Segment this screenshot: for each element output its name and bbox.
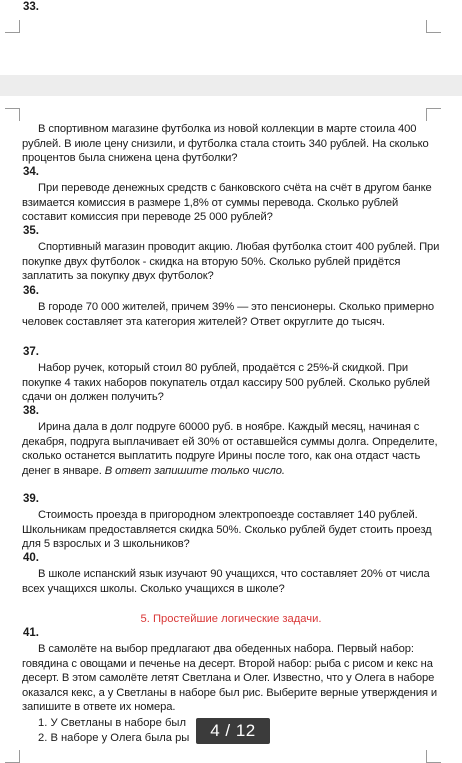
- question-34: [22, 181, 442, 225]
- question-text: В городе 70 000 жителей, причем 39% — это пенсионеры. Сколько примерно человек составляет эта категория жителей? Ответ округлите до тысяч.: [22, 301, 435, 328]
- question-36: [22, 300, 442, 329]
- crop-mark: [426, 108, 441, 121]
- question-text: Ирина дала в долг подруге 60000 руб. в ноябре. Каждый месяц, начиная с декабря, подруга выплачивает ей 30% от оставшейся суммы долга. Определите, сколько останется выплатить подруге Ирины после того, как она отдаст часть денег в январе.: [22, 421, 438, 477]
- question-38: [22, 420, 442, 478]
- question-40: [22, 567, 442, 596]
- question-number: 37.: [23, 346, 39, 358]
- question-33: [22, 122, 442, 166]
- question-text: В школе испанский язык изучают 90 учащихся, что составляет 20% от числа всех учащихся школы. Сколько учащихся в школе?: [22, 568, 430, 595]
- page-indicator[interactable]: 4 / 12: [196, 718, 270, 744]
- question-note: В ответ запишите только число.: [104, 464, 285, 477]
- question-number: 36.: [23, 285, 39, 297]
- question-number: 35.: [23, 225, 39, 237]
- question-number: 39.: [23, 493, 39, 505]
- crop-mark: [5, 20, 20, 33]
- section-title: 5. Простейшие логические задачи.: [140, 613, 322, 625]
- question-text: Спортивный магазин проводит акцию. Любая футболка стоит 400 рублей. При покупке двух футболок - скидка на вторую 50%. Сколько рублей придётся заплатить за покупку двух футболок?: [22, 241, 440, 283]
- crop-mark: [426, 750, 441, 763]
- previous-page: [0, 0, 462, 75]
- question-35: [22, 240, 442, 284]
- question-41: [22, 642, 442, 715]
- answer-option: 2. В наборе у Олега была ры: [38, 731, 190, 744]
- question-text: Набор ручек, который стоил 80 рублей, продаётся с 25%-й скидкой. При покупке 4 таких наборов покупатель отдал кассиру 500 рублей. Сколько рублей сдачи он должен получить?: [22, 362, 430, 404]
- question-text: Стоимость проезда в пригородном электропоезде составляет 140 рублей. Школьникам предоставляется скидка 50%. Сколько рублей будет стоить проезд для 5 взрослых и 3 школьников?: [22, 509, 432, 551]
- question-number: 40.: [23, 552, 39, 564]
- question-number: 41.: [23, 627, 39, 639]
- question-39: [22, 508, 442, 552]
- question-text: В самолёте на выбор предлагают два обеденных набора. Первый набор: говядина с овощами и печенье на десерт. Второй набор: рыба с рисом и кекс на десерт. В этом самолёте летят Светлана и Олег. Известно, что у Олега в наборе оказался кекс, а у Светланы в наборе был рис. Выберите верные утверждения и запишите в ответе их номера.: [22, 643, 438, 714]
- crop-mark: [5, 750, 20, 763]
- page-gap: [0, 75, 462, 96]
- question-text: В спортивном магазине футболка из новой коллекции в марте стоила 400 рублей. В июле цену снизили, и футболка стала стоить 340 рублей. На сколько процентов была снижена цена футболки?: [22, 123, 429, 165]
- question-text: При переводе денежных средств с банковского счёта на счёт в другом банке взимается комиссия в размере 1,8% от суммы перевода. Сколько рублей составит комиссия при переводе 25 000 рублей?: [22, 182, 432, 224]
- crop-mark: [5, 108, 20, 121]
- answer-option: 1. У Светланы в наборе был: [38, 717, 186, 729]
- question-number: 34.: [23, 166, 39, 178]
- question-number: 38.: [23, 405, 39, 417]
- question-number: 33.: [23, 1, 39, 13]
- crop-mark: [426, 20, 441, 33]
- question-37: [22, 361, 442, 405]
